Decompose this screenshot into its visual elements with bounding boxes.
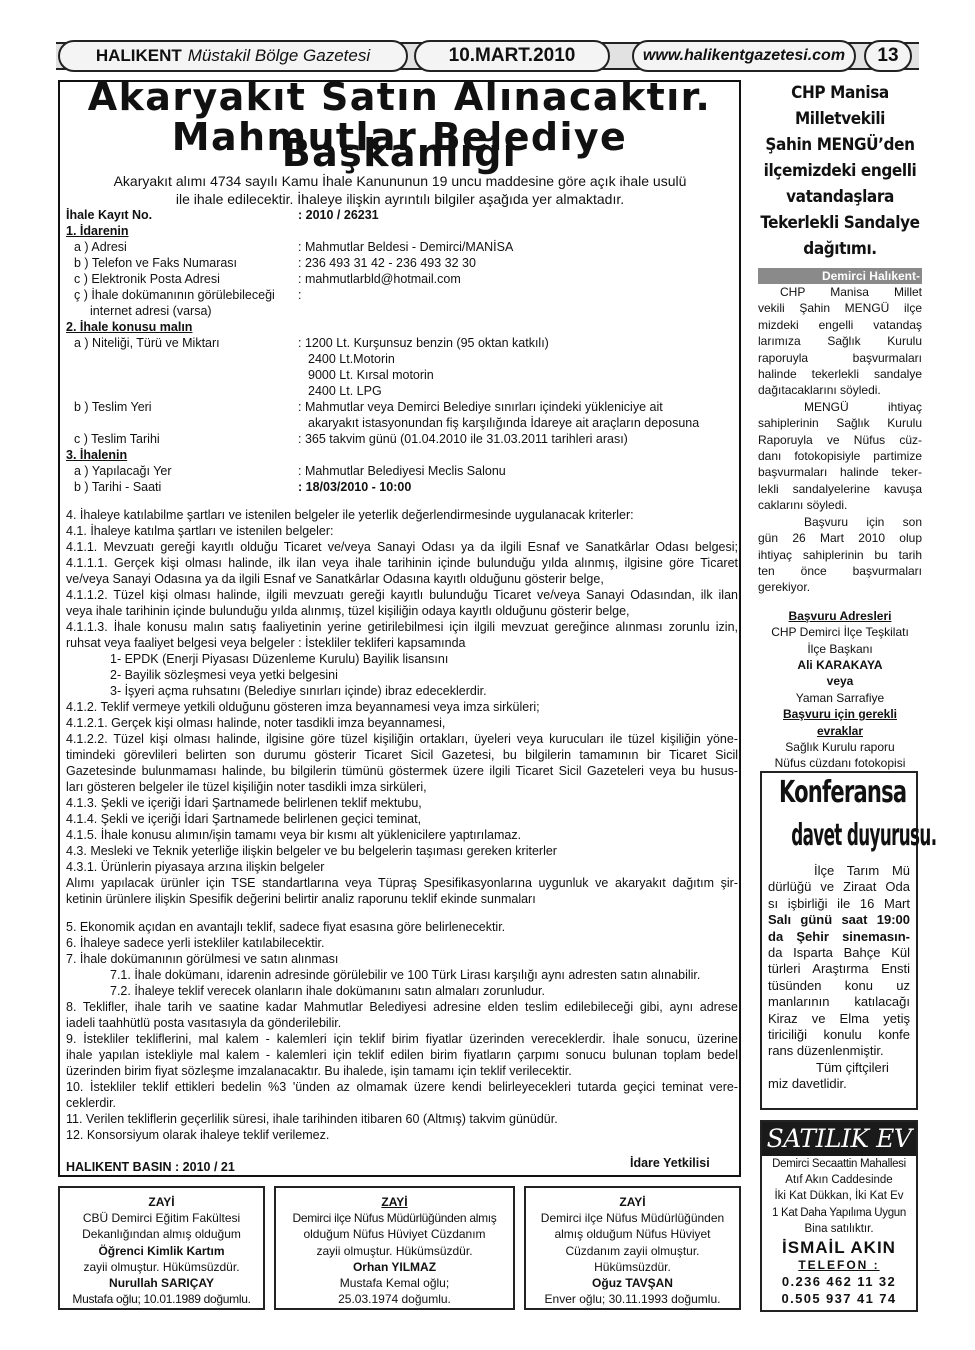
field-value: : Mahmutlar Beldesi - Demirci/MANİSA [298,240,514,254]
story-line: larımıza Sağlık Kurulu [758,334,922,349]
conference-line: da Isparta Bahçe Kül [768,945,910,961]
lost-notice-name: Oğuz TAVŞAN [592,1276,673,1291]
for-sale-line: İki Kat Dükkan, İki Kat Ev [774,1190,904,1203]
body-line: 4.1.1.2. Tüzel kişi olması halinde, ilgili mevzuatı gereği kayıtlı bulunduğu Ticaret ve/veya Sanayi Odasından, ilk ilan [66,588,738,602]
story-headline-line: Milletvekili [794,109,886,129]
field-value: : mahmutlarbld@hotmail.com [298,272,461,286]
lost-notice-line: CBÜ Demirci Eğitim Fakültesi [82,1211,241,1226]
body-line: timindeki görevlileri belirten son durumu gösterir Ticaret Sicil Gazetesi, bu bilgilerin tamamının bir Ticaret Sicil [66,748,738,762]
intro-line: Akaryakıt alımı 4734 sayılı Kamu İhale Kanununun 19 uncu maddesine göre açık ihale usulü [113,173,687,189]
body-line: 7. İhale dokümanının görülmesi ve satın alınması [66,952,339,966]
story-line: ten önce başvurmaları [758,563,922,578]
body-line: 9. İstekliler tekliflerini, mal kalem - kalemleri için teklif birim fiyatlar üzerinden vereceklerdir. İhale sonucu, üzerine [66,1032,738,1046]
address-or: veya [826,674,854,689]
lost-notice-line: Hükümsüzdür. [594,1259,671,1274]
story-headline-line: Şahin MENGÜ’den [765,135,915,155]
body-line: ları gösteren belgeler ile tüzel kişiliğin noter tasdikli imza sirküleri, [66,780,427,794]
body-line: 4.1.4. Şekli ve içeriği İdari Şartnamede belirlenen geçici teminat, [66,812,422,826]
body-line: 4. İhaleye katılabilme şartları ve istenilen belgeler ile yeterlik değerlendirmesinde uygulanacak kriterler: [66,508,634,522]
for-sale-ad [760,1120,918,1312]
body-line: 5. Ekonomik açıdan en avantajlı teklif, sadece fiyat esasına göre belirlenecektir. [66,920,506,934]
story-line: halinde tekerlekli sandalye [758,367,922,382]
conference-line: sı işbirliği ile 16 Mart [768,895,910,911]
field-value: 9000 Lt. Kırsal motorin [308,368,434,382]
conference-line: da Şehir sinemasın- [768,928,910,944]
intro-line: ile ihale edilecektir. İhaleye ilişkin ayrıntılı bilgiler aşağıda yer almaktadır. [175,191,625,207]
section-heading: 1. İdarenin [66,224,129,238]
field-label: İhale Kayıt No. [66,208,153,222]
lost-notice-title: ZAYİ [148,1195,175,1209]
field-label: ç ) İhale dokümanının görülebileceği [74,288,275,302]
lost-notice-line: Dekanlığından almış olduğum [82,1227,241,1242]
body-line: 3- İşyeri açma ruhsatını (Belediye sınırları içinde) ibraz edeceklerdir. [110,684,487,698]
lost-notice-2 [274,1186,515,1310]
notice-intro [80,172,720,208]
body-line: ketinin ürünlere ilişkin Spesifik değerini belirtir analiz raporunu teklif ekinde sunmaları [66,892,536,906]
conference-title: Konferansa [778,775,907,810]
for-sale-line: Bina satılıktır. [804,1222,874,1235]
lost-notice-line: Demirci ilçe Nüfus Müdürlüğünden [540,1211,725,1226]
conference-line: türleri Araştırma Ensti [768,961,910,977]
story-headline-line: CHP Manisa [791,83,889,103]
field-value: : Mahmutlar veya Demirci Belediye sınırları içindeki yükleniciye ait [298,400,663,414]
body-line: 11. Verilen tekliflerin geçerlilik süresi, ihale tarihinden itibaren 60 (Altmış) takvim günüdür. [66,1112,558,1126]
story-headline-line: Tekerlekli Sandalye [760,213,920,233]
story-line: Raporuyla ve Nüfus cüz- [758,432,922,447]
address-line: CHP Demirci İlçe Teşkilatı [771,625,909,640]
documents-title: Başvuru için gerekli evraklar [782,707,898,738]
body-line: 7.2. İhaleye teklif verecek olanların ihale dokümanını satın almaları zorunludur. [110,984,545,998]
lost-notice-title: ZAYİ [381,1195,408,1209]
field-value: : 365 takvim günü (01.04.2010 ile 31.03.2011 tarihleri arası) [298,432,628,446]
conference-line: miz davetlidir. [768,1076,847,1092]
story-line: MENGÜ ihtiyaç [804,399,922,414]
field-value: : 236 493 31 42 - 236 493 32 30 [298,256,476,270]
for-sale-title: SATILIK EV [762,1122,916,1156]
story-line: mizdeki engelli vatandaş [758,317,922,332]
story-line: danı fotokopisiyle partimize [758,449,922,464]
for-sale-line: Atıf Akın Caddesinde [785,1174,893,1187]
field-label: c ) Teslim Tarihi [74,432,160,446]
field-label: b ) Tarihi - Saati [74,480,162,494]
paper-subtitle: Müstakil Bölge Gazetesi [187,46,371,65]
body-line: 4.1.2. Teklif vermeye yetkili olduğunu gösteren imza beyannamesi veya imza sirküleri; [66,700,540,714]
body-line: Gazetesinde bulunmaması halinde, bu bilgilerin tümünü göstermek üzere ilgili Ticaret Sicil Gazeteleri veya bu husus- [66,764,738,778]
body-line: 4.3.1. Ürünlerin piyasaya arzına ilişkin belgeler [66,860,325,874]
field-value: : 2010 / 26231 [298,208,379,222]
body-line: 10. İstekliler teklif ettikleri bedelin %3 'ünden az olmamak üzere kendi belirleyecekleri tutarda geçici teminat vere- [66,1080,738,1094]
body-line: Alımı yapılacak ürünler için TSE standartlarına veya Tüpraş Spesifikasyonlarına uygunluk ve akaryakıt dağıtım şir- [66,876,738,890]
body-line: 2- Bayilik sözleşmesi veya yetki belgesini [110,668,338,682]
notice-footer-ref: HALIKENT BASIN : 2010 / 21 [66,1160,235,1174]
conference-announcement [760,771,937,1110]
for-sale-line: Demirci Secaattin Mahallesi [772,1158,906,1170]
body-line: 4.1.2.1. Gerçek kişi olması halinde, noter tasdikli imza beyannamesi, [66,716,446,730]
for-sale-phone[interactable]: 0.236 462 11 32 [781,1274,897,1290]
story-line: gün 26 Mart 2010 olup [758,531,922,546]
lost-notice-line: Mustafa oğlu; 10.01.1989 doğumlu. [72,1292,251,1307]
body-line: 4.3. Mesleki ve Teknik yeterliğe ilişkin belgeler ve bu belgelerin taşıması gereken kriterler [66,844,557,858]
field-value: : 18/03/2010 - 10:00 [298,480,412,494]
body-line: 4.1.2.2. Tüzel kişi olması halinde, ilgisine göre tüzel kişiliğin ortakları, üyeleri veya kurucuları ile tüzel kişiliğin yöne- [66,732,738,746]
for-sale-line: 1 Kat Daha Yapılıma Uygun [772,1206,906,1219]
lost-notice-line: Mustafa Kemal oğlu; [339,1276,450,1291]
document-item: Sağlık Kurulu raporu [785,739,895,754]
field-label: internet adresi (varsa) [90,304,212,318]
notice-signature: İdare Yetkilisi [630,1156,710,1170]
story-line: gerekiyor. [758,580,811,595]
field-value: : 1200 Lt. Kurşunsuz benzin (95 oktan katkılı) [298,336,549,350]
document-item: Nüfus cüzdanı fotokopisi [774,756,906,771]
lost-notice-line: Öğrenci Kimlik Kartım [98,1243,225,1258]
body-line: 7.1. İhale dokümanı, idarenin adresinde görülebilir ve 100 Türk Lirası karşılığı aynı adresten satın alınabilir. [110,968,701,982]
body-line: veya ihale tarihinin içinde bulunduğu yılda alınmış, tüzel kişiliğin odaya kayıtlı olduğunu gösterir belge, [66,604,630,618]
body-line: 4.1.1.1. Gerçek kişi olması halinde, ilk ilan veya ihale tarihinin içinde bulunduğu yılda alınmış, ilgisine göre Ticaret [66,556,738,570]
field-value: 2400 Lt. LPG [308,384,382,398]
conference-line: tiriciliği konulu konfe [768,1027,910,1043]
field-label: a ) Niteliği, Türü ve Miktarı [74,336,220,350]
body-line: 4.1. İhaleye katılma şartları ve istenilen belgeler: [66,524,334,538]
story-headline-line: dağıtımı. [803,239,877,259]
story-line: raporuyla başvurmaları [758,350,922,365]
address-title: Başvuru Adresleri [788,608,892,623]
issue-date: 10.MART.2010 [414,40,610,72]
conference-subtitle: davet duyurusu. [791,818,937,853]
conference-line: Tüm çiftçileri [816,1059,889,1075]
conference-line: rans düzenlenmiştir. [768,1043,884,1059]
body-line: 4.1.3. Şekli ve içeriği İdari Şartnamede belirlenen teklif mektubu, [66,796,422,810]
conference-line: Kiraz ve Elma yetiş [768,1010,910,1026]
conference-line: dürlüğü ve Ziraat Oda [768,879,910,895]
body-line: 8. Teklifler, ihale tarih ve saatine kadar Mahmutlar Belediyesi adresine elden teslim edilebileceği gibi, aynı adrese [66,1000,738,1014]
field-value: : Mahmutlar Belediyesi Meclis Salonu [298,464,506,478]
for-sale-phone-label: TELEFON : [798,1258,880,1273]
story-line: caklarını söyledi. [758,498,848,513]
body-line: ruhsat veya faaliyet belgesi veya belgeler : İstekliler tekliferi kapsamında [66,636,466,650]
section-heading: 2. İhale konusu malın [66,320,193,334]
lost-notice-line: Demirci ilçe Nüfus Müdürlüğünden almış [292,1211,497,1226]
body-line: 4.1.1.3. İhale konusu malın satış faaliyetinin yerine getirilebilmesi için ilgili mevzuat gereğince alınması zorunlu izin, [66,620,738,634]
story-line: ihtiyaç sahiplerinin bu tarih [758,547,922,562]
address-name: Ali KARAKAYA [797,657,883,672]
story-headline-line: ilçemizdeki engelli [763,161,917,181]
lost-notice-line: olduğum Nüfus Hüviyet Cüzdanım [303,1227,486,1242]
field-label: c ) Elektronik Posta Adresi [74,272,220,286]
field-label: a ) Yapılacağı Yer [74,464,172,478]
lost-notice-title: ZAYİ [619,1195,646,1209]
lost-notice-line: Enver oğlu; 30.11.1993 doğumlu. [544,1292,721,1307]
body-line: 4.1.5. İhale konusu alımın/işin tamamı veya bir kısmı alt yüklenicilere yaptırılamaz. [66,828,522,842]
lost-notice-line: almış olduğum Nüfus Hüviyet [554,1227,711,1242]
notice-title: Akaryakıt Satın Alınacaktır. [87,75,712,119]
story-line: CHP Manisa Millet [780,285,922,299]
body-line: iadeli taahhütlü posta vasıtasıyla da gönderilebilir. [66,1016,342,1030]
field-label: b ) Telefon ve Faks Numarası [74,256,238,270]
lost-notice-name: Orhan YILMAZ [352,1259,437,1274]
story-line: vekili Şahin MENGÜ ilçe [758,301,922,316]
field-label: b ) Teslim Yeri [74,400,152,414]
lost-notice-name: Nurullah SARIÇAY [109,1276,214,1291]
for-sale-phone[interactable]: 0.505 937 41 74 [781,1291,897,1307]
story-dateline: Demirci Halıkent- [758,268,922,284]
paper-name-pill [58,40,408,72]
lost-notice-3 [524,1186,741,1310]
story-line: Başvuru için son [804,514,922,529]
for-sale-contact-name: İSMAİL AKIN [782,1238,896,1258]
conference-line: manlarının katılacağı [768,994,910,1010]
lost-notice-1 [58,1186,265,1310]
address-line: İlçe Başkanı [807,641,873,656]
field-value: 2400 Lt.Motorin [308,352,395,366]
story-line: başvurmaları halinde teker- [758,465,922,480]
body-line: 1- EPDK (Enerji Piyasası Düzenleme Kurulu) Bayilik lisansını [110,652,449,666]
body-line: ihale yapılan istekliyle mal kalem - kalemleri için teklif edilen birim fiyatların çarpımı sonucu bulunan toplam bedel [66,1048,738,1062]
notice-subtitle: Mahmutlar Belediye Başkanlığı [171,115,628,175]
story-line: lekli sandalyelerine kavuşa [758,481,922,496]
field-label: a ) Adresi [74,240,127,254]
body-line: 12. Konsorsiyum olarak ihaleye teklif verilemez. [66,1128,330,1142]
body-line: 4.1.1. Mevzuatı gereği kayıtlı olduğu Ticaret ve/veya Sanayi Odası ya da ilgili Esnaf ve Sanatkârlar Odası belgesi; [66,540,738,554]
section-heading: 3. İhalenin [66,448,128,462]
story-line: sahiplerinin Sağlık Kurulu [758,416,922,431]
chp-story [758,80,922,772]
lost-notice-line: Cüzdanım zayii olmuştur. [565,1243,700,1258]
address-line: Yaman Sarrafiye [795,690,885,705]
paper-name: HALIKENT [95,46,182,65]
field-value: akaryakıt istasyonundan fiş karşılığında İdareye ait araçların deposuna [308,416,700,430]
body-line: ve/veya Sanayi Odasına ya da ilgili Esnaf ve Sanatkârlar Odasına kayıtlı olduğunu gösterir belge, [66,572,604,586]
conference-line: Salı günü saat 19:00 [768,912,910,928]
conference-line: tüsünden konu uz [768,977,910,993]
page-number: 13 [864,40,912,72]
lost-notice-line: zayii olmuştur. Hükümsüzdür. [316,1243,473,1258]
body-line: 6. İhaleye sadece yerli istekliler katılabilecektir. [66,936,325,950]
body-line: üzerinden birim fiyat sözleşme imzalanacaktır. Bu ihalede, işin tamamı için teklif verilecektir. [66,1064,572,1078]
field-value: : [298,288,302,302]
body-line: ceklerdir. [66,1096,117,1110]
tender-notice [58,75,741,1177]
lost-notice-line: 25.03.1974 doğumlu. [338,1292,451,1307]
conference-line: İlçe Tarım Mü [814,863,910,878]
story-headline-line: vatandaşlara [786,187,894,207]
story-line: dağıtacaklarını söyledi. [758,383,881,398]
website-link[interactable]: www.halikentgazetesi.com [632,40,856,72]
lost-notice-line: zayii olmuştur. Hükümsüzdür. [83,1259,240,1274]
